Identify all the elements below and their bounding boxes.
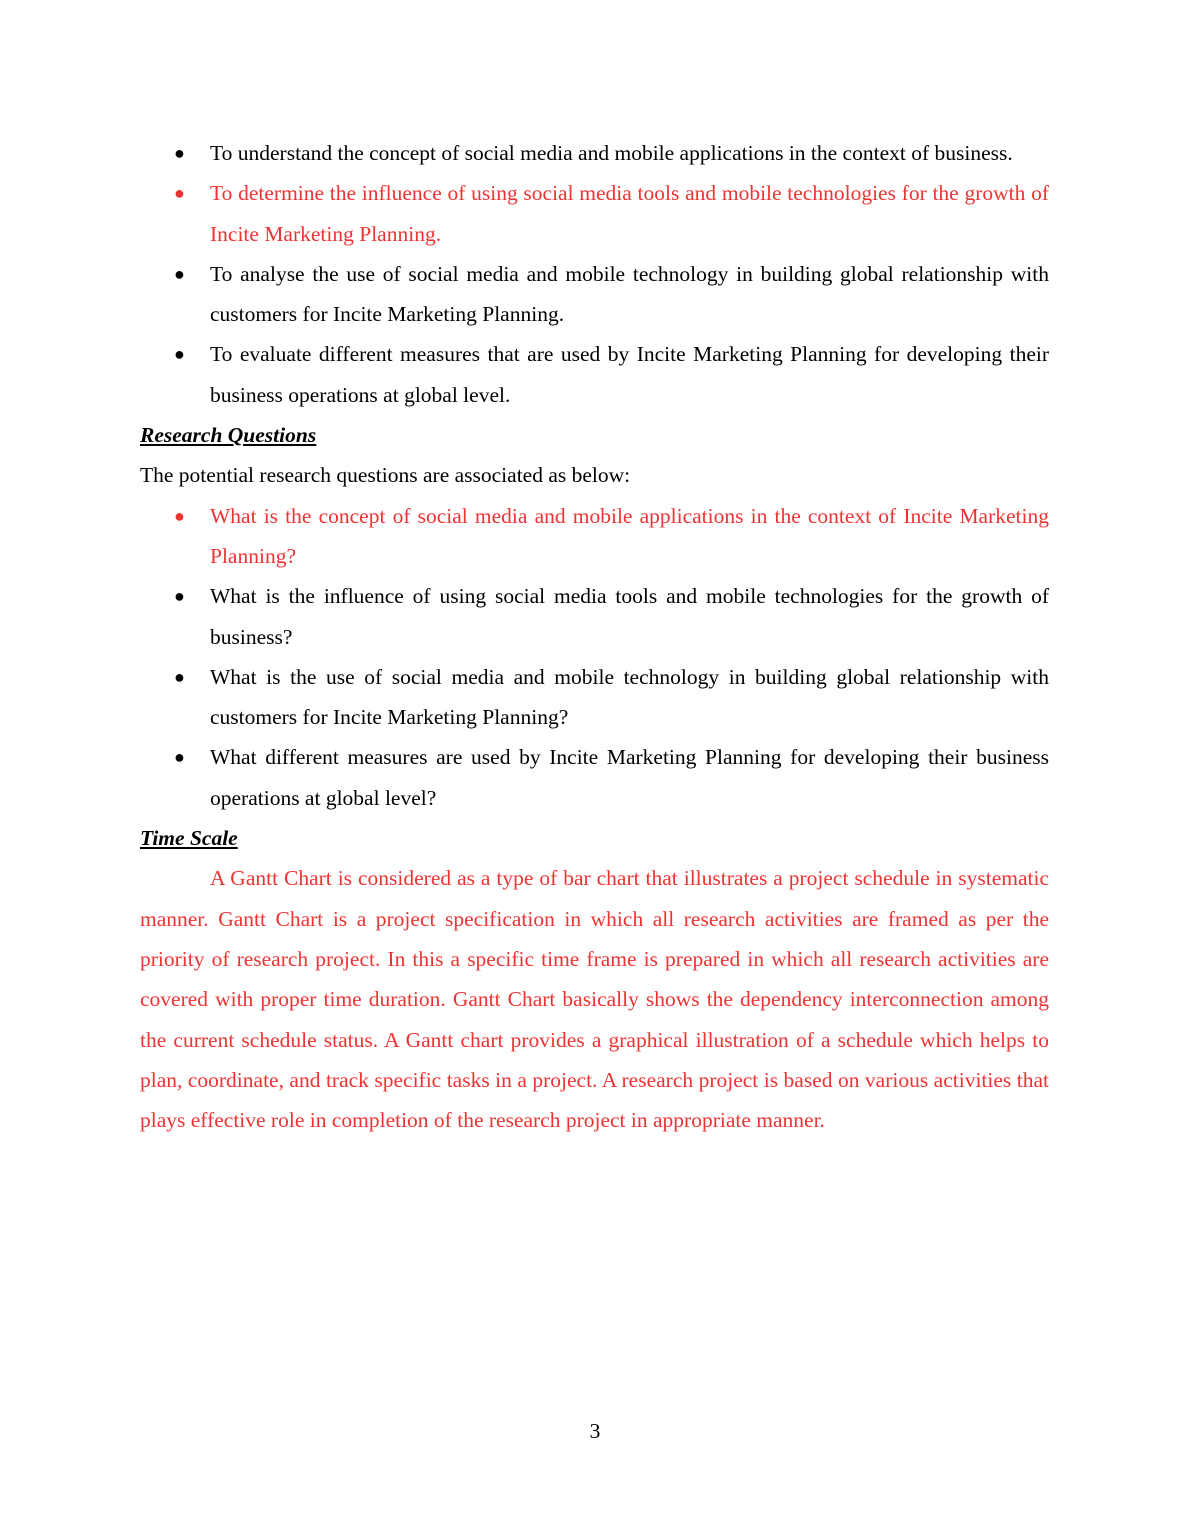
- objective-item: [140, 254, 1049, 335]
- question-text: What is the use of social media and mobile technology in building global relationship with customers for Incite Marketing Planning?: [210, 664, 1049, 730]
- objective-text: To evaluate different measures that are used by Incite Marketing Planning for developing their business operations at global level.: [210, 342, 1049, 407]
- question-text: What is the concept of social media and mobile applications in the context of Incite Marketing Planning?: [210, 503, 1049, 568]
- question-item: [140, 576, 1049, 657]
- objective-text: To analyse the use of social media and mobile technology in building global relationship with customers for Incite Marketing Planning.: [210, 261, 1049, 327]
- objective-item: [140, 334, 1049, 415]
- objective-text: To determine the influence of using social media tools and mobile technologies for the growth of Incite Marketing Planning.: [210, 181, 1049, 246]
- bullet-icon: ●: [174, 143, 185, 163]
- question-item: [140, 496, 1049, 577]
- page-number: 3: [589, 1419, 601, 1443]
- bullet-icon: ●: [174, 666, 185, 687]
- objective-item: [140, 173, 1049, 254]
- bullet-icon: ●: [174, 747, 185, 768]
- objectives-list: [140, 133, 1049, 415]
- bullet-icon: ●: [174, 263, 185, 284]
- question-item: [140, 737, 1049, 818]
- question-text: What different measures are used by Incite Marketing Planning for developing their business operations at global level?: [210, 745, 1049, 810]
- research-questions-intro: The potential research questions are associated as below:: [140, 463, 631, 488]
- bullet-icon: ●: [174, 505, 185, 526]
- question-item: [140, 657, 1049, 738]
- research-questions-list: [140, 496, 1049, 818]
- bullet-icon: ●: [174, 183, 185, 204]
- objective-text: To understand the concept of social media and mobile applications in the context of business.: [210, 141, 1013, 165]
- objective-item: [140, 133, 1049, 173]
- page-content: [140, 133, 1049, 1140]
- question-text: What is the influence of using social media tools and mobile technologies for the growth of business?: [210, 584, 1049, 649]
- time-scale-heading: Time Scale: [140, 826, 238, 851]
- time-scale-paragraph: A Gantt Chart is considered as a type of bar chart that illustrates a project schedule in systematic manner. Gantt Chart is a project specification in which all research activities are framed as per the priority of research project. In this a specific time frame is prepared in which all research activities are covered with proper time duration. Gantt Chart basically shows the dependency interconnection among the current schedule status. A Gantt chart provides a graphical illustration of a schedule which helps to plan, coordinate, and track specific tasks in a project. A research project is based on various activities that plays effective role in completion of the research project in appropriate manner.: [140, 866, 1049, 1133]
- research-questions-heading: Research Questions: [140, 423, 317, 448]
- bullet-icon: ●: [174, 344, 185, 365]
- bullet-icon: ●: [174, 586, 185, 607]
